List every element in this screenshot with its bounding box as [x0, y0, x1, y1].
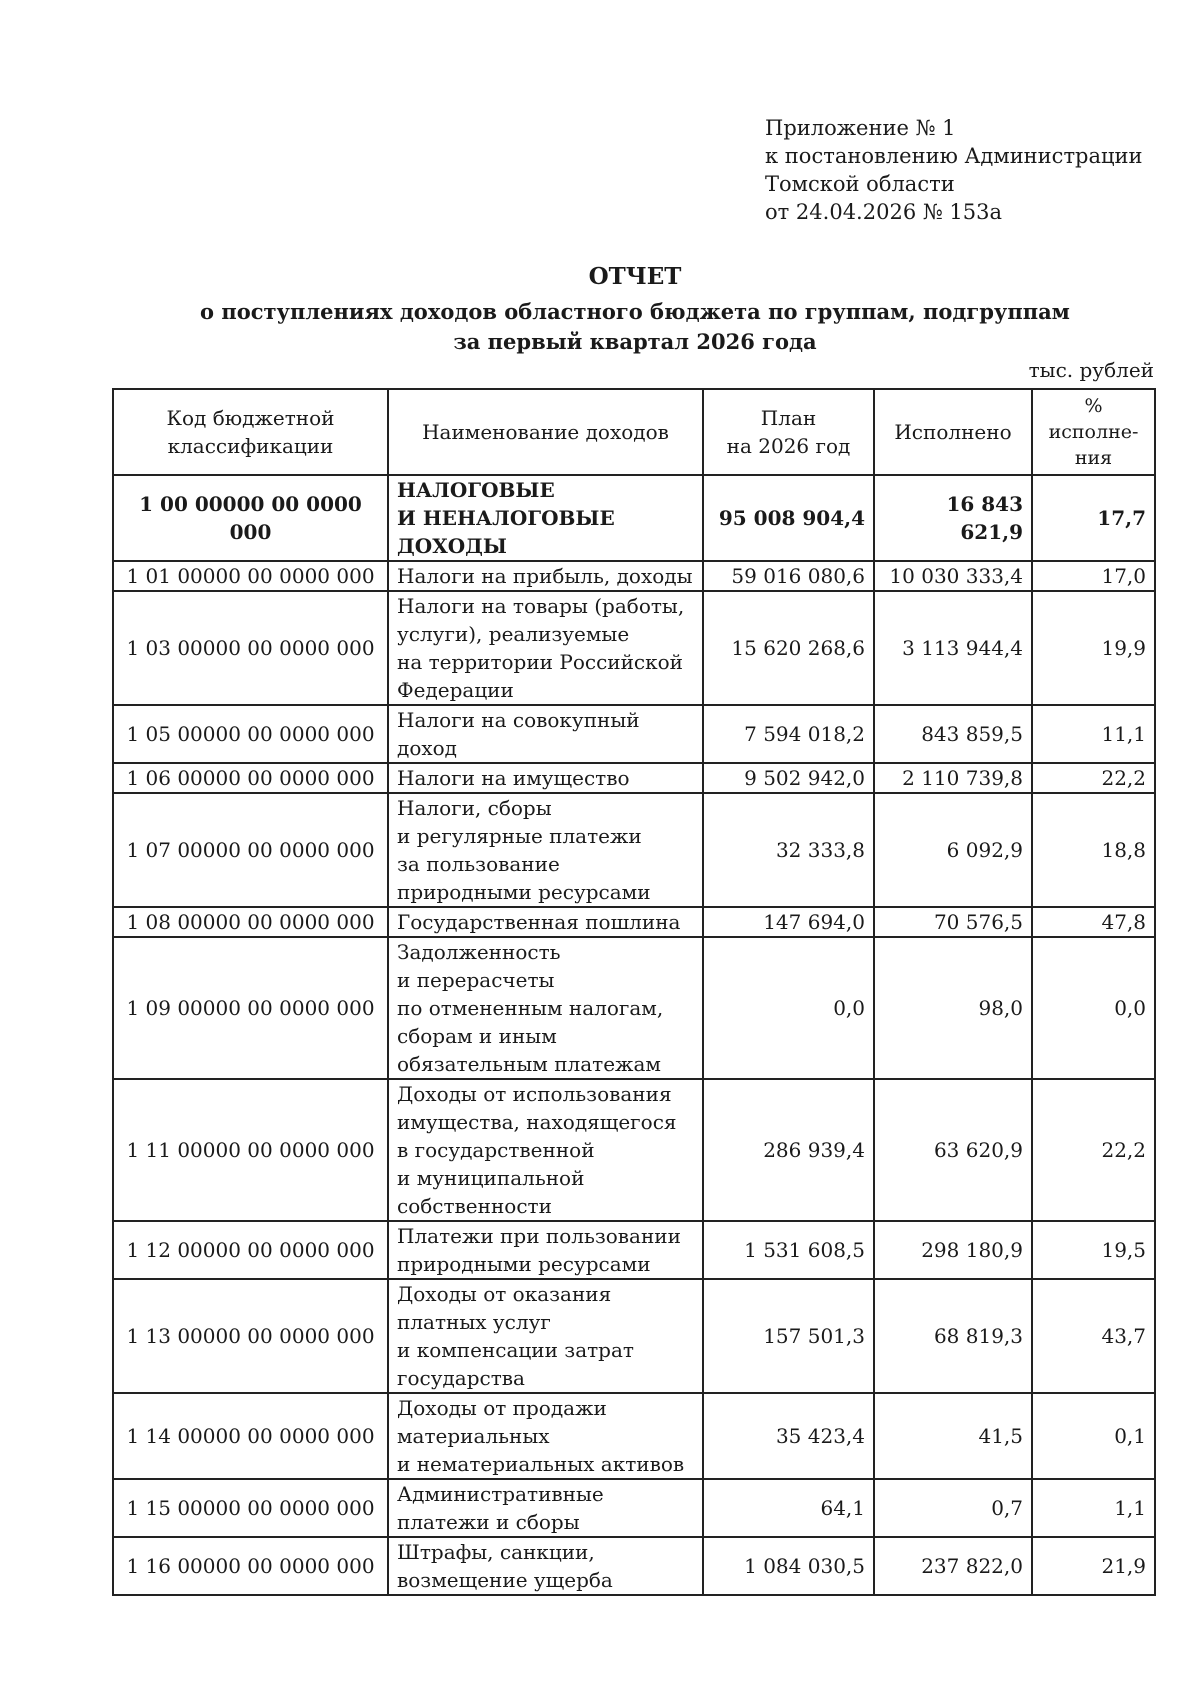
row-done-cell: 98,0 [874, 937, 1032, 1079]
report-title: ОТЧЕТ [588, 263, 682, 290]
row-code-cell: 1 07 00000 00 0000 000 [113, 793, 388, 907]
table-row [113, 1221, 1155, 1279]
table-row [113, 705, 1155, 763]
row-pct-cell: 22,2 [1032, 1079, 1155, 1221]
row-done-cell: 16 843 621,9 [874, 475, 1032, 561]
table-row [113, 591, 1155, 705]
row-plan-cell: 0,0 [703, 937, 874, 1079]
units-label: тыс. рублей [1028, 358, 1154, 382]
table-header-row [113, 389, 1155, 475]
row-pct-cell: 0,0 [1032, 937, 1155, 1079]
header-name: Наименование доходов [388, 389, 703, 475]
row-done-cell: 6 092,9 [874, 793, 1032, 907]
row-done-cell: 41,5 [874, 1393, 1032, 1479]
row-plan-cell: 32 333,8 [703, 793, 874, 907]
row-pct-cell: 22,2 [1032, 763, 1155, 793]
row-code-cell: 1 06 00000 00 0000 000 [113, 763, 388, 793]
row-name-cell: Административные платежи и сборы [388, 1479, 703, 1537]
row-pct-cell: 1,1 [1032, 1479, 1155, 1537]
table-row [113, 907, 1155, 937]
row-name-cell: Штрафы, санкции, возмещение ущерба [388, 1537, 703, 1595]
row-code-cell: 1 12 00000 00 0000 000 [113, 1221, 388, 1279]
row-name-cell: Налоги на имущество [388, 763, 703, 793]
row-code-cell: 1 09 00000 00 0000 000 [113, 937, 388, 1079]
row-pct-cell: 43,7 [1032, 1279, 1155, 1393]
row-done-cell: 3 113 944,4 [874, 591, 1032, 705]
table-row [113, 561, 1155, 591]
row-name-cell: Государственная пошлина [388, 907, 703, 937]
row-pct-cell: 11,1 [1032, 705, 1155, 763]
row-name-cell: Задолженность и перерасчеты по отмененным налогам, сборам и иным обязательным платежам [388, 937, 703, 1079]
report-subtitle-line: за первый квартал 2026 года [453, 329, 817, 354]
table-body [113, 475, 1155, 1595]
header-done: Исполнено [874, 389, 1032, 475]
row-plan-cell: 157 501,3 [703, 1279, 874, 1393]
row-pct-cell: 21,9 [1032, 1537, 1155, 1595]
row-code-cell: 1 03 00000 00 0000 000 [113, 591, 388, 705]
table-row [113, 793, 1155, 907]
row-name-cell: Доходы от продажи материальных и нематериальных активов [388, 1393, 703, 1479]
appendix-line: от 24.04.2026 № 153а [765, 200, 1002, 224]
row-plan-cell: 1 531 608,5 [703, 1221, 874, 1279]
row-code-cell: 1 01 00000 00 0000 000 [113, 561, 388, 591]
row-done-cell: 843 859,5 [874, 705, 1032, 763]
income-report-table [112, 388, 1156, 1596]
row-name-cell: Налоги на прибыль, доходы [388, 561, 703, 591]
row-code-cell: 1 16 00000 00 0000 000 [113, 1537, 388, 1595]
row-plan-cell: 35 423,4 [703, 1393, 874, 1479]
row-code-cell: 1 11 00000 00 0000 000 [113, 1079, 388, 1221]
row-plan-cell: 286 939,4 [703, 1079, 874, 1221]
row-done-cell: 70 576,5 [874, 907, 1032, 937]
row-pct-cell: 19,9 [1032, 591, 1155, 705]
appendix-line: к постановлению Администрации [765, 144, 1143, 168]
table-row [113, 1279, 1155, 1393]
row-name-cell: Доходы от оказания платных услуг и компенсации затрат государства [388, 1279, 703, 1393]
row-name-cell: Налоги на совокупный доход [388, 705, 703, 763]
row-code-cell: 1 15 00000 00 0000 000 [113, 1479, 388, 1537]
report-subtitle [0, 297, 1200, 357]
row-pct-cell: 0,1 [1032, 1393, 1155, 1479]
row-plan-cell: 15 620 268,6 [703, 591, 874, 705]
table-row [113, 1079, 1155, 1221]
row-code-cell: 1 08 00000 00 0000 000 [113, 907, 388, 937]
row-done-cell: 0,7 [874, 1479, 1032, 1537]
row-pct-cell: 47,8 [1032, 907, 1155, 937]
table-row [113, 763, 1155, 793]
table-row [113, 1479, 1155, 1537]
row-plan-cell: 64,1 [703, 1479, 874, 1537]
row-name-cell: Доходы от использования имущества, находящегося в государственной и муниципальной собственности [388, 1079, 703, 1221]
table-row [113, 937, 1155, 1079]
row-plan-cell: 95 008 904,4 [703, 475, 874, 561]
row-plan-cell: 1 084 030,5 [703, 1537, 874, 1595]
table-row [113, 475, 1155, 561]
header-plan: План на 2026 год [703, 389, 874, 475]
row-pct-cell: 17,0 [1032, 561, 1155, 591]
row-pct-cell: 17,7 [1032, 475, 1155, 561]
row-plan-cell: 147 694,0 [703, 907, 874, 937]
row-pct-cell: 18,8 [1032, 793, 1155, 907]
header-code: Код бюджетной классификации [113, 389, 388, 475]
row-code-cell: 1 14 00000 00 0000 000 [113, 1393, 388, 1479]
row-plan-cell: 7 594 018,2 [703, 705, 874, 763]
row-name-cell: Налоги, сборы и регулярные платежи за пользование природными ресурсами [388, 793, 703, 907]
row-done-cell: 68 819,3 [874, 1279, 1032, 1393]
row-name-cell: НАЛОГОВЫЕ И НЕНАЛОГОВЫЕ ДОХОДЫ [388, 475, 703, 561]
row-done-cell: 63 620,9 [874, 1079, 1032, 1221]
row-code-cell: 1 00 00000 00 0000 000 [113, 475, 388, 561]
table-row [113, 1393, 1155, 1479]
row-name-cell: Налоги на товары (работы, услуги), реализуемые на территории Российской Федерации [388, 591, 703, 705]
row-plan-cell: 59 016 080,6 [703, 561, 874, 591]
row-done-cell: 237 822,0 [874, 1537, 1032, 1595]
row-code-cell: 1 05 00000 00 0000 000 [113, 705, 388, 763]
appendix-block [765, 114, 1143, 226]
header-pct: % исполне- ния [1032, 389, 1155, 475]
row-done-cell: 10 030 333,4 [874, 561, 1032, 591]
row-plan-cell: 9 502 942,0 [703, 763, 874, 793]
row-name-cell: Платежи при пользовании природными ресурсами [388, 1221, 703, 1279]
appendix-line: Приложение № 1 [765, 116, 956, 140]
row-pct-cell: 19,5 [1032, 1221, 1155, 1279]
row-code-cell: 1 13 00000 00 0000 000 [113, 1279, 388, 1393]
appendix-line: Томской области [765, 172, 955, 196]
row-done-cell: 298 180,9 [874, 1221, 1032, 1279]
report-subtitle-line: о поступлениях доходов областного бюджета по группам, подгруппам [200, 299, 1070, 324]
row-done-cell: 2 110 739,8 [874, 763, 1032, 793]
table-row [113, 1537, 1155, 1595]
